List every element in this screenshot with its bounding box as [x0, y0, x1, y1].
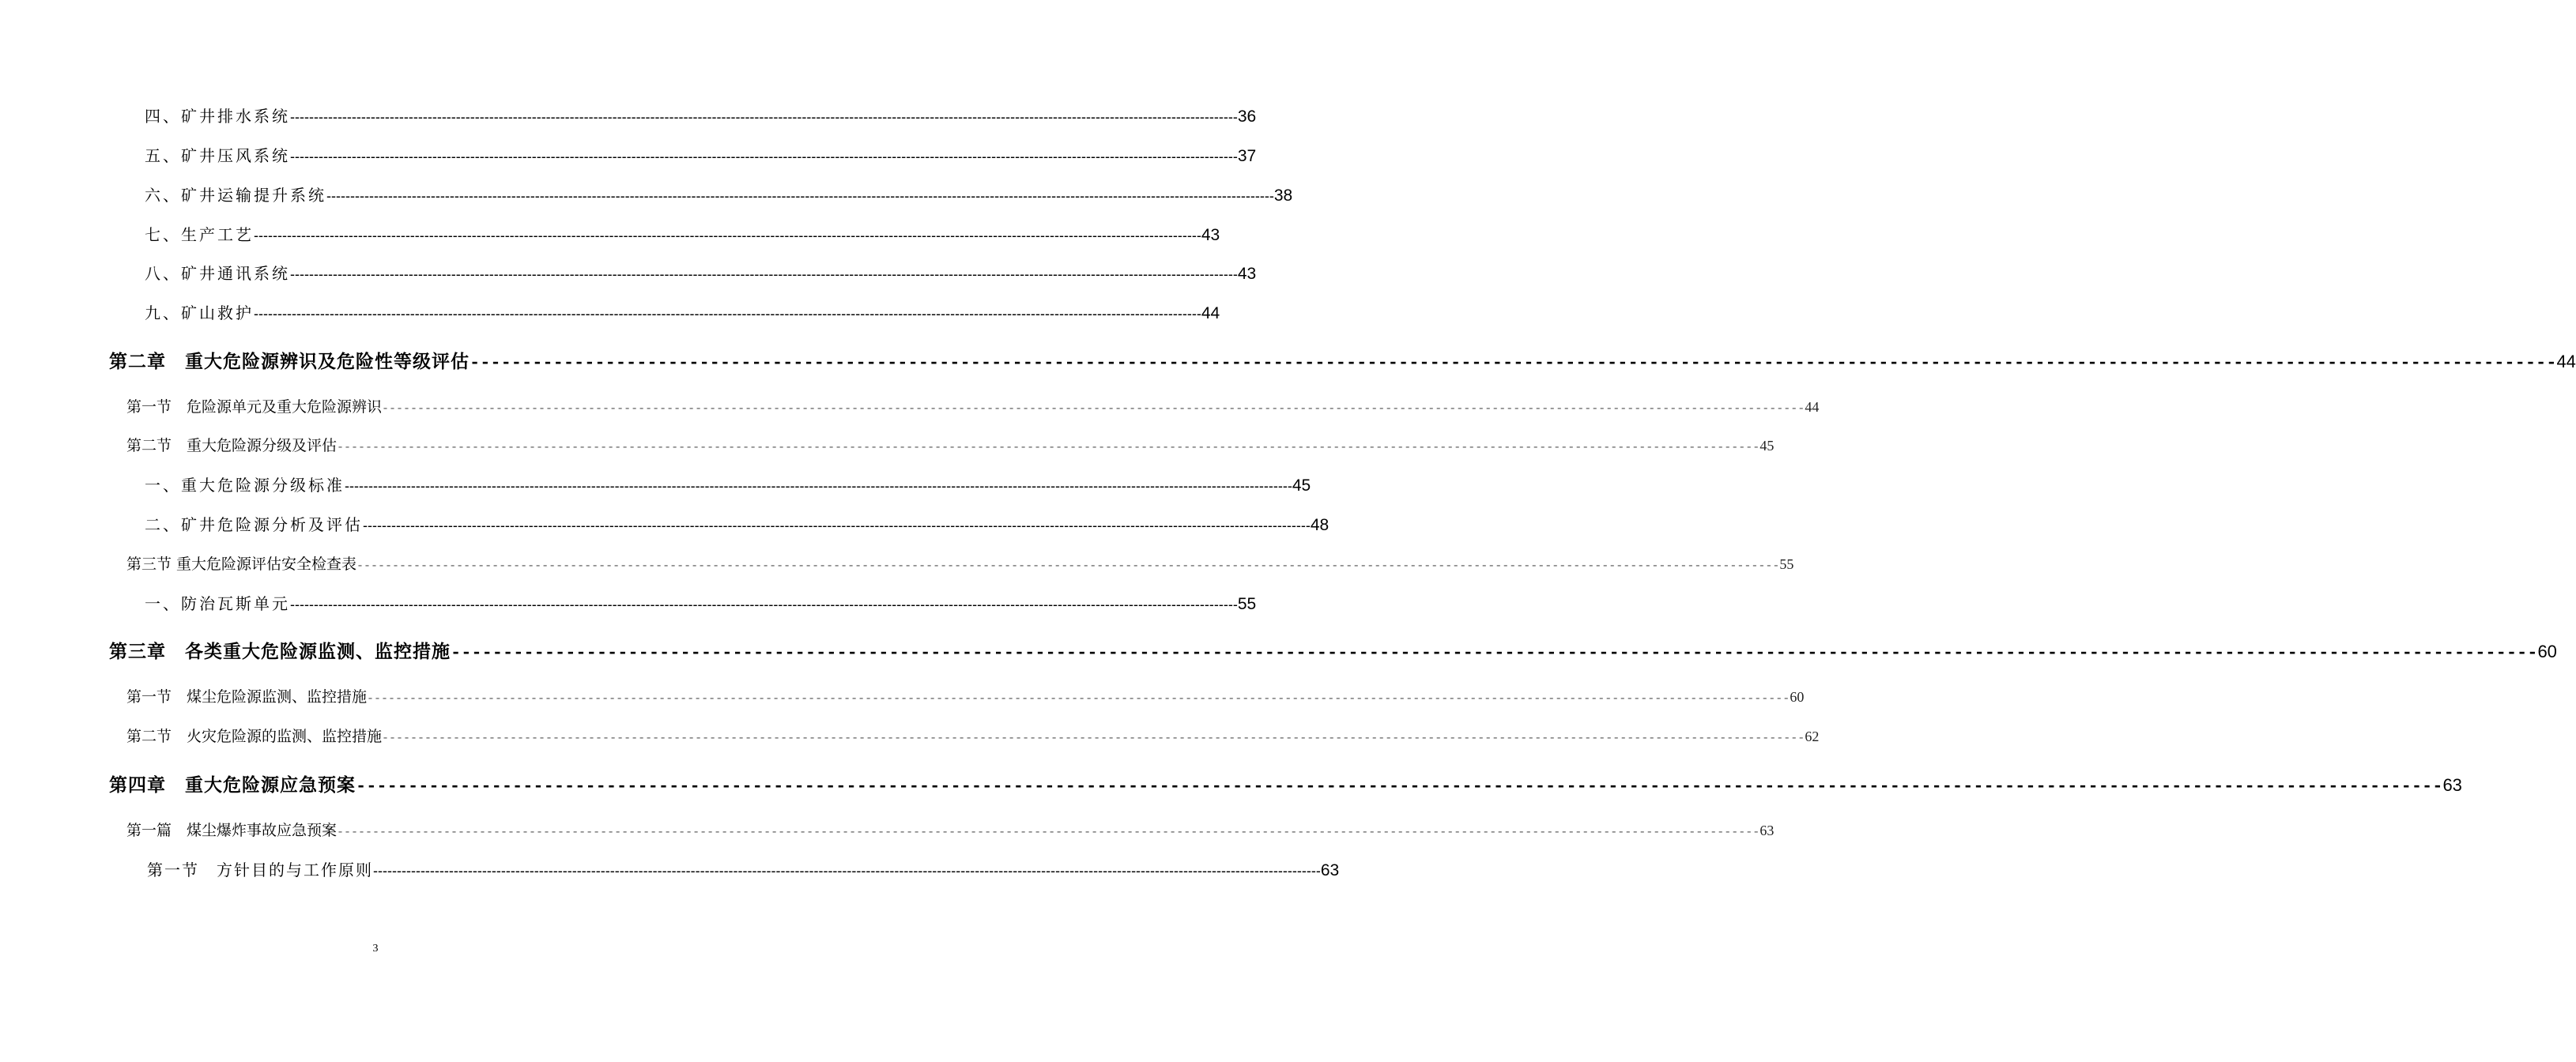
- toc-entry[interactable]: [147, 857, 1340, 881]
- toc-entry-page: 62: [1805, 729, 1820, 744]
- toc-entry-page: 38: [1273, 186, 1293, 205]
- toc-section-entry[interactable]: [126, 434, 1775, 458]
- toc-entry-page: 45: [1759, 438, 1775, 454]
- toc-leader: --------------------------------------------------------------------------------------------------------------------------------------------------------------------------------------------------------: [290, 266, 1238, 282]
- toc-entry-title: 第一节 方针目的与工作原则: [147, 861, 373, 879]
- toc-leader: --------------------------------------------------------------------------------------------------------------------------------------------------------------------------------------------------------: [254, 306, 1201, 322]
- toc-entry-page: 45: [1292, 476, 1311, 495]
- toc-leader: --------------------------------------------------------------------------------------------------------------------------------------------------------------------------------------------------------: [363, 518, 1311, 533]
- toc-entry-page: 43: [1237, 265, 1257, 283]
- toc-entry-page: 36: [1237, 107, 1257, 126]
- toc-entry-title: 四、矿井排水系统: [145, 107, 290, 126]
- toc-entry-page: 44: [1805, 399, 1820, 415]
- toc-entry-title: 一、重大危险源分级标准: [145, 476, 345, 495]
- toc-entry-page: 63: [1759, 823, 1775, 838]
- toc-section-entry[interactable]: [126, 395, 1820, 419]
- toc-entry[interactable]: [145, 143, 1257, 167]
- toc-entry-title: 第一节 煤尘危险源监测、监控措施: [126, 688, 368, 706]
- toc-chapter-entry[interactable]: [109, 770, 2462, 799]
- toc-entry[interactable]: [145, 473, 1311, 496]
- toc-leader: --------------------------------------------------------------------------------------------------------------------------------------------------------------------------------------------------------: [337, 441, 1760, 454]
- toc-leader: --------------------------------------------------------------------------------------------------------------------------------------------------------------------------------------------------------: [254, 228, 1201, 243]
- toc-leader: --------------------------------------------------------------------------------------------------------------------------------------------------------------------------------------------------------: [356, 559, 1780, 573]
- toc-leader: --------------------------------------------------------------------------------------------------------------------------------------------------------------------------------------------------------: [290, 597, 1238, 612]
- toc-entry[interactable]: [145, 591, 1257, 615]
- toc-section-entry[interactable]: [126, 819, 1775, 842]
- toc-entry-title: 八、矿井通讯系统: [145, 264, 290, 283]
- toc-entry-page: 63: [1320, 861, 1340, 879]
- toc-leader: --------------------------------------------------------------------------------------------------------------------------------------------------------------------------------------------------------: [337, 826, 1760, 839]
- toc-entry[interactable]: [145, 104, 1257, 127]
- toc-entry[interactable]: [145, 300, 1220, 324]
- toc-leader: --------------------------------------------------------------------------------------------------------------------------------------------------------------------------------------------------------: [373, 863, 1321, 879]
- toc-entry-title: 第二节 火灾危险源的监测、监控措施: [126, 728, 383, 745]
- toc-entry-title: 六、矿井运输提升系统: [145, 186, 326, 205]
- toc-leader: --------------------------------------------------------------------------------------------------------------------------------------------------------------------------------------------------------: [326, 188, 1274, 204]
- toc-entry-page: 60: [1790, 689, 1805, 705]
- toc-entry-page: 44: [2556, 352, 2576, 371]
- toc-entry-title: 第四章 重大危险源应急预案: [109, 775, 356, 796]
- toc-entry-page: 60: [2537, 642, 2557, 661]
- toc-entry-title: 第三章 各类重大危险源监测、监控措施: [109, 642, 451, 662]
- toc-leader: --------------------------------------------------------------------------------------------------------------------------------------------------------------------------------------------------------: [345, 478, 1292, 494]
- toc-entry-title: 第一篇 煤尘爆炸事故应急预案: [126, 822, 338, 839]
- toc-leader: --------------------------------------------------------------------------------------------------------------------------------------------------------------------------------------------------------: [290, 109, 1238, 125]
- toc-entry[interactable]: [145, 261, 1257, 284]
- toc-entry-page: 44: [1201, 304, 1220, 322]
- toc-entry[interactable]: [145, 512, 1329, 536]
- toc-entry-title: 九、矿山救护: [145, 303, 254, 322]
- toc-section-entry[interactable]: [126, 552, 1794, 576]
- toc-entry-title: 第三节 重大危险源评估安全检查表: [126, 555, 357, 573]
- toc-leader: --------------------------------------------------------------------------------------------------------------------------------------------------------------------------------------------------------: [451, 643, 2538, 663]
- toc-entry-title: 第二节 重大危险源分级及评估: [126, 437, 338, 454]
- toc-leader: --------------------------------------------------------------------------------------------------------------------------------------------------------------------------------------------------------: [290, 149, 1238, 164]
- toc-entry-page: 55: [1237, 595, 1257, 613]
- toc-entry-page: 63: [2442, 775, 2462, 795]
- toc-leader: --------------------------------------------------------------------------------------------------------------------------------------------------------------------------------------------------------: [367, 692, 1790, 706]
- toc-leader: --------------------------------------------------------------------------------------------------------------------------------------------------------------------------------------------------------: [382, 402, 1805, 416]
- toc-entry-title: 七、生产工艺: [145, 225, 254, 244]
- toc-leader: --------------------------------------------------------------------------------------------------------------------------------------------------------------------------------------------------------: [356, 777, 2443, 796]
- toc-section-entry[interactable]: [126, 685, 1805, 709]
- page-number: 3: [372, 943, 379, 955]
- toc-entry-title: 第一节 危险源单元及重大危险源辨识: [126, 398, 383, 416]
- toc-entry-title: 一、防治瓦斯单元: [145, 594, 290, 613]
- toc-entry-title: 第二章 重大危险源辨识及危险性等级评估: [109, 352, 470, 372]
- toc-entry-page: 37: [1237, 147, 1257, 165]
- toc-entry[interactable]: [145, 222, 1220, 246]
- toc-chapter-entry[interactable]: [109, 637, 2557, 665]
- toc-leader: --------------------------------------------------------------------------------------------------------------------------------------------------------------------------------------------------------: [470, 353, 2557, 373]
- toc-section-entry[interactable]: [126, 725, 1820, 748]
- toc-entry-title: 五、矿井压风系统: [145, 146, 290, 165]
- toc-entry-page: 43: [1201, 226, 1220, 244]
- toc-chapter-entry[interactable]: [109, 347, 2576, 375]
- toc-entry[interactable]: [145, 183, 1293, 206]
- toc-leader: --------------------------------------------------------------------------------------------------------------------------------------------------------------------------------------------------------: [382, 732, 1805, 745]
- toc-entry-title: 二、矿井危险源分析及评估: [145, 515, 363, 534]
- toc-entry-page: 48: [1310, 516, 1329, 534]
- toc-entry-page: 55: [1779, 556, 1794, 572]
